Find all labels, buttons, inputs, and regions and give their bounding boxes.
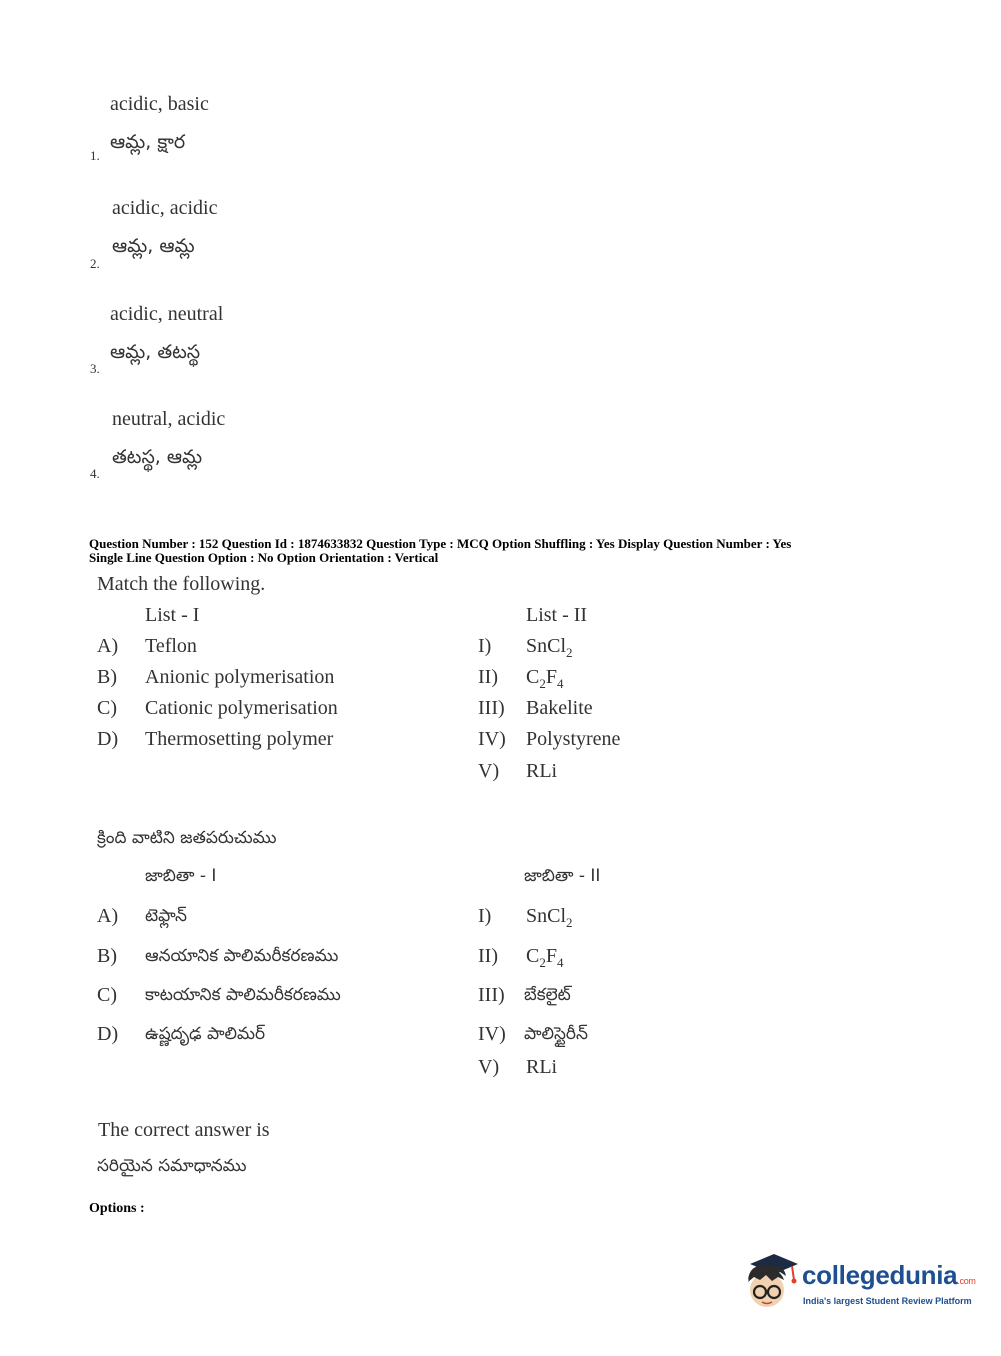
question-prompt-telugu: క్రింది వాటిని జతపరుచుము: [97, 828, 277, 848]
list2-item-bakelite: Bakelite: [526, 697, 593, 719]
list2-item-c2f4-telugu: $C_2F_4$: [526, 945, 564, 970]
logo-wordmark: collegedunia.com: [802, 1260, 976, 1290]
list1-label: B): [97, 666, 117, 688]
list2-item-bakelite-telugu: బేకలైట్: [524, 985, 571, 1005]
option-3-number: 3.: [90, 361, 100, 376]
list2-label: III): [478, 697, 505, 719]
mascot-icon: [740, 1250, 802, 1312]
list2-item-rli-telugu: RLi: [526, 1056, 558, 1078]
list1-label: C): [97, 984, 117, 1006]
list1-label: A): [97, 905, 119, 927]
list2-item-polystyrene-telugu: పాలిస్టైరీన్: [524, 1024, 588, 1044]
option-2-number: 2.: [90, 256, 100, 271]
list2-header-english: List - II: [526, 604, 588, 626]
list2-label: II): [478, 666, 498, 688]
list2-label: V): [478, 1056, 500, 1078]
list2-label: IV): [478, 1023, 506, 1045]
list1-label: B): [97, 945, 117, 967]
list1-header-telugu: జాబితా - I: [145, 866, 217, 886]
list1-item-thermosetting-telugu: ఉష్ణదృఢ పాలిమర్: [145, 1024, 266, 1044]
list1-item-teflon-telugu: టెఫ్లాన్: [145, 906, 187, 926]
list1-item-cationic-telugu: కాటయానిక పాలిమరీకరణము: [145, 985, 341, 1005]
list1-item-cationic: Cationic polymerisation: [145, 697, 338, 719]
list2-label: III): [478, 984, 505, 1006]
option-4-number: 4.: [90, 466, 100, 481]
options-label: Options :: [89, 1201, 145, 1216]
list2-item-sncl2: SnCl$_2$: [526, 635, 573, 660]
question-prompt-english: Match the following.: [97, 573, 266, 595]
option-3-telugu: ఆమ్ల, తటస్థ: [110, 341, 201, 363]
list1-header-english: List - I: [145, 604, 200, 626]
option-1-telugu: ఆమ్ల, క్షార: [110, 131, 186, 153]
option-2-telugu: ఆమ్ల, ఆమ్ల: [112, 235, 195, 257]
option-1-english: acidic, basic: [110, 93, 209, 115]
list2-item-c2f4: $C_2F_4$: [526, 666, 564, 691]
list2-label: IV): [478, 728, 506, 750]
question-meta-line-1: Question Number : 152 Question Id : 1874633832 Question Type : MCQ Option Shuffling : Yes Display Question Number : Yes: [89, 536, 792, 551]
option-3-english: acidic, neutral: [110, 303, 224, 325]
option-1-number: 1.: [90, 148, 100, 163]
logo-tagline: India's largest Student Review Platform: [803, 1296, 972, 1306]
list1-label: C): [97, 697, 117, 719]
option-2-english: acidic, acidic: [112, 197, 218, 219]
list1-label: D): [97, 728, 119, 750]
question-meta-line-2: Single Line Question Option : No Option Orientation : Vertical: [89, 550, 439, 565]
option-4-telugu: తటస్థ, ఆమ్ల: [112, 446, 203, 468]
list2-label: I): [478, 905, 492, 927]
answer-prompt-english: The correct answer is: [98, 1119, 270, 1141]
list2-label: V): [478, 760, 500, 782]
list1-item-teflon: Teflon: [145, 635, 197, 657]
list1-label: D): [97, 1023, 119, 1045]
option-4-english: neutral, acidic: [112, 408, 226, 430]
answer-prompt-telugu: సరియైన సమాధానము: [97, 1156, 247, 1176]
list2-item-polystyrene: Polystyrene: [526, 728, 621, 750]
list1-item-anionic: Anionic polymerisation: [145, 666, 335, 688]
list1-item-anionic-telugu: ఆనయానిక పాలిమరీకరణము: [145, 946, 339, 966]
list2-header-telugu: జాబితా - II: [524, 866, 601, 886]
list2-label: I): [478, 635, 492, 657]
list2-item-rli: RLi: [526, 760, 558, 782]
list2-item-sncl2-telugu: SnCl$_2$: [526, 905, 573, 930]
list1-label: A): [97, 635, 119, 657]
list2-label: II): [478, 945, 498, 967]
collegedunia-logo: [740, 1250, 976, 1312]
list1-item-thermosetting: Thermosetting polymer: [145, 728, 334, 750]
